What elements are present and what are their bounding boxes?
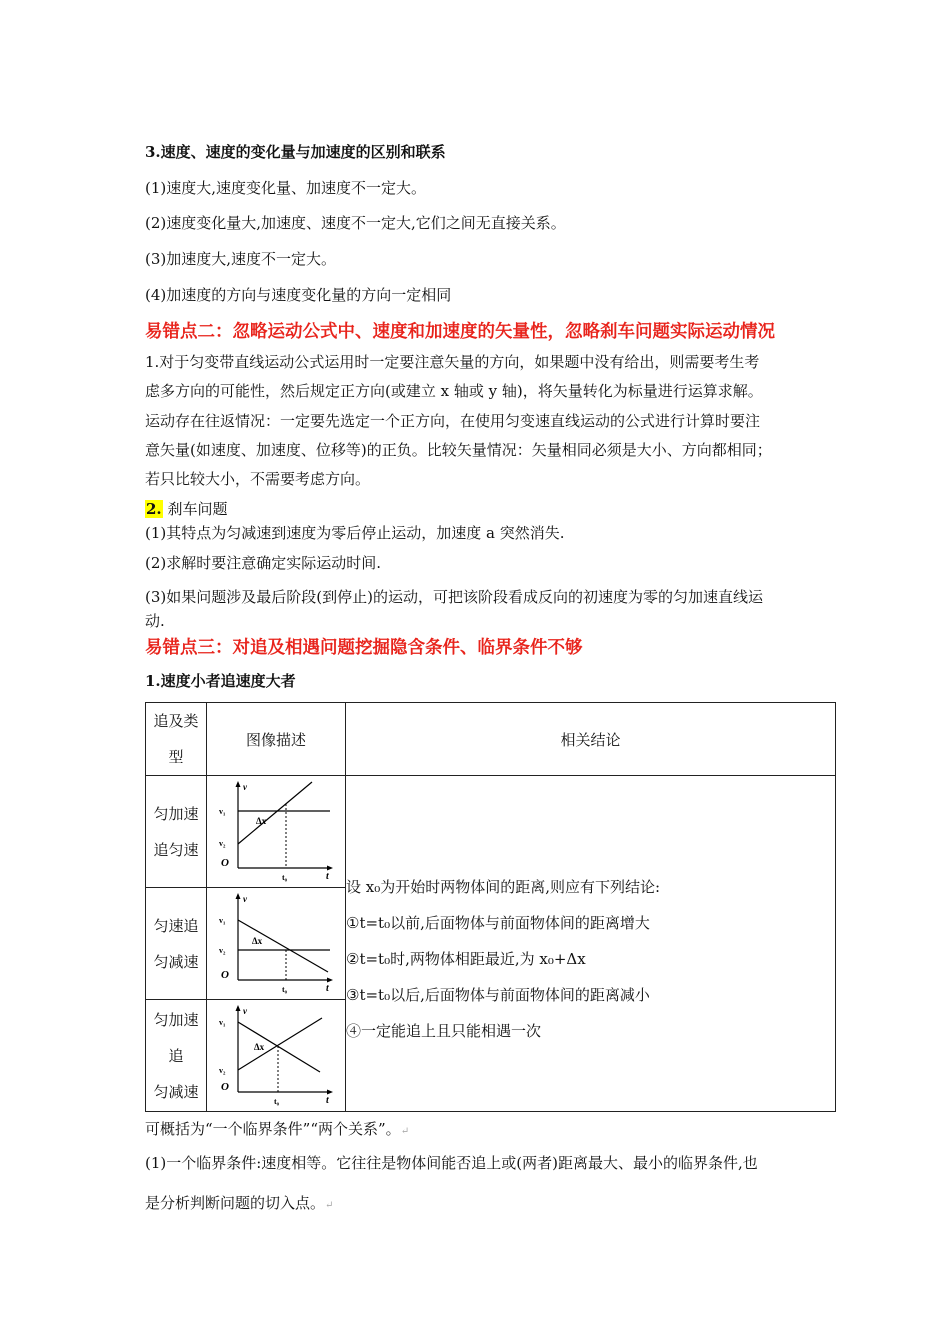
table-row bbox=[146, 776, 836, 888]
graph-label-t: t bbox=[326, 870, 329, 882]
row1-graph-cell bbox=[207, 776, 346, 888]
graph-label-v1: v₁ bbox=[219, 806, 226, 816]
error3-heading: 易错点三：对追及相遇问题挖掘隐含条件、临界条件不够 bbox=[145, 638, 583, 658]
critical-condition-line2 bbox=[145, 1192, 333, 1213]
row2-type-line2: 匀减速 bbox=[153, 952, 199, 971]
row1-type-line1: 匀加速 bbox=[153, 804, 199, 823]
error2-p1-line3: 运动存在往返情况：一定要先选定一个正方向，在使用匀变速直线运动的公式进行计算时要注 bbox=[145, 412, 761, 430]
section3-item-4: (4)加速度的方向与速度变化量的方向一定相同 bbox=[145, 286, 452, 304]
table-header-row bbox=[146, 703, 836, 776]
error2-p1-line2: 虑多方向的可能性，然后规定正方向(或建立 x 轴或 y 轴)，将矢量转化为标量进行运算求解。 bbox=[145, 382, 763, 400]
graph-label-v2: v₂ bbox=[219, 945, 226, 955]
brake-heading bbox=[145, 498, 227, 519]
chase-subtitle: 1.速度小者追速度大者 bbox=[145, 672, 296, 690]
graph-label-t: t bbox=[326, 982, 329, 994]
graph-label-t0: t₀ bbox=[282, 872, 288, 882]
graph-label-origin: O bbox=[221, 1080, 229, 1093]
graph-uniform-chase-decel bbox=[216, 892, 336, 996]
section3-item-3: (3)加速度大,速度不一定大。 bbox=[145, 250, 337, 268]
chase-table bbox=[145, 702, 836, 1112]
header-conclusion: 相关结论 bbox=[346, 703, 836, 776]
graph-label-t0: t₀ bbox=[274, 1096, 280, 1106]
critical-condition-line1: (1)一个临界条件:速度相等。它往往是物体间能否追上或(两者)距离最大、最小的临界条件,也 bbox=[145, 1154, 758, 1172]
graph-accel-chase-uniform bbox=[216, 780, 336, 884]
brake-number: 2. bbox=[146, 500, 162, 518]
conclusion-2: ②t=t₀时,两物体相距最近,为 x₀+Δx bbox=[346, 949, 586, 968]
row3-type-line2: 追 bbox=[168, 1046, 184, 1065]
header-graph: 图像描述 bbox=[207, 703, 346, 776]
header-chase-type-line2: 型 bbox=[168, 748, 184, 766]
graph-label-v2: v₂ bbox=[219, 838, 226, 848]
graph-label-dx: Δx bbox=[254, 1041, 265, 1052]
graph-label-v1: v₁ bbox=[219, 915, 226, 925]
error2-p1-line4: 意矢量(如速度、加速度、位移等)的正负。比较矢量情况：矢量相同必须是大小、方向都相同； bbox=[145, 441, 772, 459]
section3-item-1: (1)速度大,速度变化量、加速度不一定大。 bbox=[145, 179, 427, 197]
row3-type-line3: 匀减速 bbox=[153, 1082, 199, 1101]
row2-type-line1: 匀速追 bbox=[153, 916, 199, 935]
brake-item-3-cont: 动. bbox=[145, 612, 165, 630]
graph-label-dx: Δx bbox=[252, 935, 263, 946]
error2-p1-line1: 1.对于匀变带直线运动公式运用时一定要注意矢量的方向，如果题中没有给出，则需要考生考 bbox=[145, 353, 760, 371]
paragraph-mark: ↵ bbox=[325, 1200, 334, 1211]
critical-condition-line2-text: 是分析判断问题的切入点。 bbox=[145, 1194, 326, 1212]
graph-label-t: t bbox=[326, 1094, 329, 1106]
summary-text: 可概括为“一个临界条件”“两个关系”。 bbox=[145, 1120, 401, 1138]
graph-label-t0: t₀ bbox=[282, 984, 288, 994]
brake-item-3: (3)如果问题涉及最后阶段(到停止)的运动，可把该阶段看成反向的初速度为零的匀加速直线运 bbox=[145, 588, 763, 606]
conclusion-3: ③t=t₀以后,后面物体与前面物体间的距离减小 bbox=[346, 985, 650, 1004]
graph-label-v: v bbox=[243, 1005, 247, 1016]
summary-line bbox=[145, 1118, 409, 1139]
row2-graph-cell bbox=[207, 888, 346, 1000]
row3-type-line1: 匀加速 bbox=[153, 1010, 199, 1029]
row3-graph-cell bbox=[207, 1000, 346, 1112]
error2-p1-line5: 若只比较大小，不需要考虑方向。 bbox=[145, 470, 371, 488]
graph-label-origin: O bbox=[221, 968, 229, 981]
row2-type bbox=[146, 888, 207, 1000]
graph-label-v: v bbox=[243, 781, 247, 792]
header-chase-type bbox=[146, 703, 207, 776]
graph-accel-chase-decel bbox=[216, 1004, 336, 1108]
conclusion-1: ①t=t₀以前,后面物体与前面物体间的距离增大 bbox=[346, 913, 650, 932]
graph-label-v2: v₂ bbox=[219, 1065, 226, 1075]
section3-title: 3.速度、速度的变化量与加速度的区别和联系 bbox=[145, 143, 446, 161]
brake-item-2: (2)求解时要注意确定实际运动时间. bbox=[145, 554, 382, 572]
conclusion-intro: 设 x₀为开始时两物体间的距离,则应有下列结论: bbox=[346, 877, 661, 896]
paragraph-mark: ↵ bbox=[400, 1126, 410, 1137]
conclusions-cell bbox=[346, 776, 836, 1112]
row1-type-line2: 追匀速 bbox=[153, 840, 199, 859]
graph-label-origin: O bbox=[221, 856, 229, 869]
brake-item-1: (1)其特点为匀减速到速度为零后停止运动，加速度 a 突然消失. bbox=[145, 524, 565, 542]
row1-type bbox=[146, 776, 207, 888]
section3-item-2: (2)速度变化量大,加速度、速度不一定大,它们之间无直接关系。 bbox=[145, 214, 566, 232]
conclusion-4: ④一定能追上且只能相遇一次 bbox=[346, 1021, 542, 1040]
brake-title: 刹车问题 bbox=[167, 500, 228, 518]
graph-label-v: v bbox=[243, 893, 247, 904]
error2-heading: 易错点二：忽略运动公式中、速度和加速度的矢量性，忽略刹车问题实际运动情况 bbox=[145, 322, 775, 342]
graph-label-v1: v₁ bbox=[219, 1017, 226, 1027]
row3-type bbox=[146, 1000, 207, 1112]
header-chase-type-line1: 追及类 bbox=[153, 712, 199, 730]
graph-label-dx: Δx bbox=[256, 815, 267, 826]
